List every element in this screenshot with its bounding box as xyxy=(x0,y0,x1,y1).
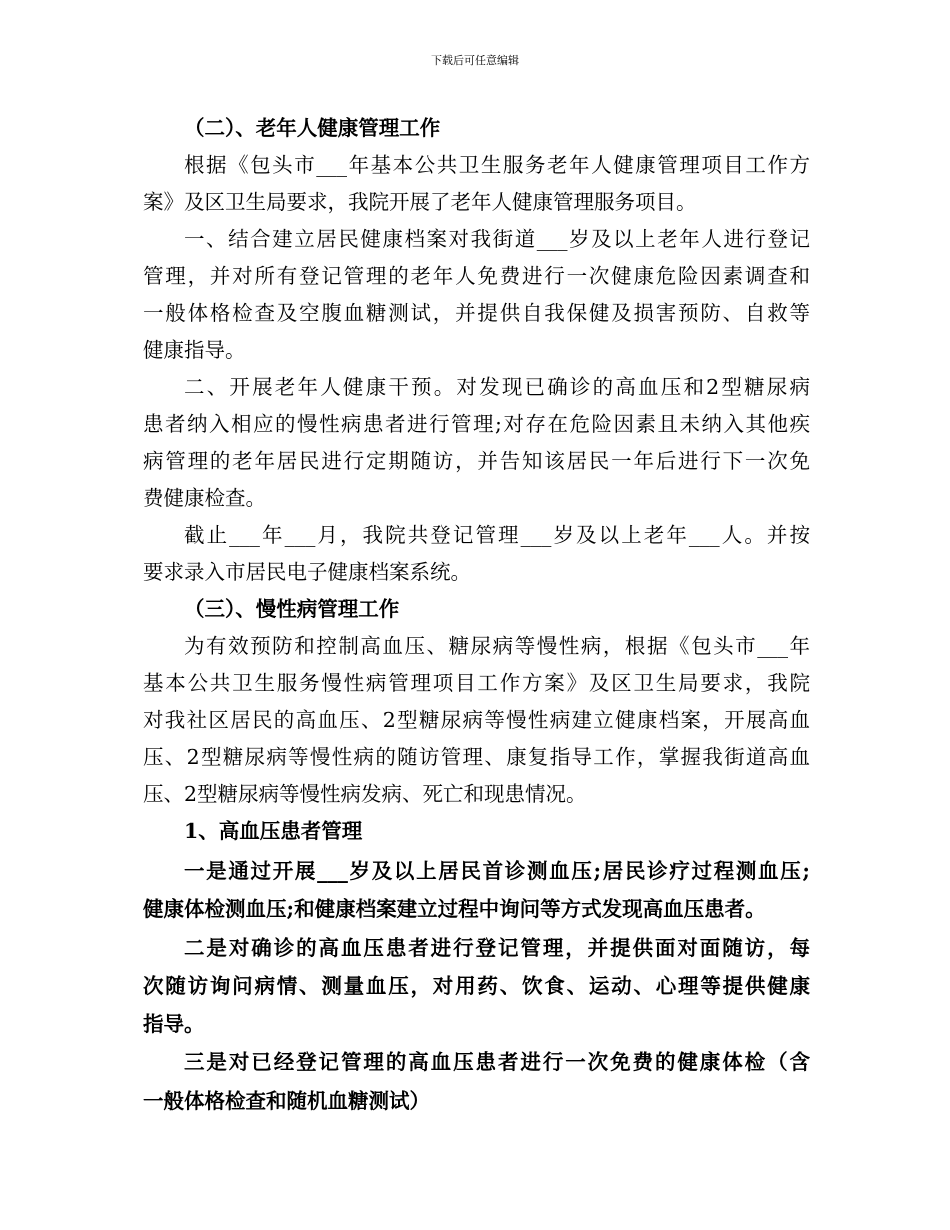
paragraph-line: 为有效预防和控制高血压、糖尿病等慢性病，根据《包头市___年 xyxy=(184,634,810,658)
paragraph-line: 一、结合建立居民健康档案对我街道___岁及以上老年人进行登记 xyxy=(184,227,810,251)
paragraph-line: 根据《包头市___年基本公共卫生服务老年人健康管理项目工作方 xyxy=(184,153,810,177)
paragraph-line: 截止___年___月，我院共登记管理___岁及以上老年___人。并按 xyxy=(184,523,810,547)
paragraph-line: 对我社区居民的高血压、2型糖尿病等慢性病建立健康档案，开展高血 xyxy=(143,708,810,732)
paragraph-line: 压、2型糖尿病等慢性病的随访管理、康复指导工作，掌握我街道高血 xyxy=(143,745,810,769)
paragraph-line: 费健康检查。 xyxy=(143,486,266,510)
paragraph-line: 二是对确诊的高血压患者进行登记管理，并提供面对面随访，每 xyxy=(184,935,810,960)
section-heading-chronic: （三）、慢性病管理工作 xyxy=(184,597,400,621)
paragraph-line: 指导。 xyxy=(143,1012,205,1037)
paragraph-line: 基本公共卫生服务慢性病管理项目工作方案》及区卫生局要求，我院 xyxy=(143,671,810,695)
document-body xyxy=(143,110,810,1120)
paragraph-line: 一般体格检查和随机血糖测试） xyxy=(143,1088,430,1113)
paragraph-line: 次随访询问病情、测量血压，对用药、饮食、运动、心理等提供健康 xyxy=(143,973,810,998)
paragraph-line: 二、开展老年人健康干预。对发现已确诊的高血压和2型糖尿病 xyxy=(184,375,810,399)
paragraph-line: 案》及区卫生局要求，我院开展了老年人健康管理服务项目。 xyxy=(143,190,697,214)
page-header: 下载后可任意编辑 xyxy=(431,54,519,67)
paragraph-line: 健康指导。 xyxy=(143,338,246,362)
paragraph-line: 管理，并对所有登记管理的老年人免费进行一次健康危险因素调查和 xyxy=(143,264,810,288)
hypertension-points xyxy=(143,852,810,1120)
paragraph-line: 三是对已经登记管理的高血压患者进行一次免费的健康体检（含 xyxy=(184,1050,810,1075)
paragraph-line: 要求录入市居民电子健康档案系统。 xyxy=(143,560,471,584)
paragraph-line: 健康体检测血压;和健康档案建立过程中询问等方式发现高血压患者。 xyxy=(143,897,766,922)
paragraph-line: 患者纳入相应的慢性病患者进行管理;对存在危险因素且未纳入其他疾 xyxy=(143,412,810,436)
section-heading-elderly: （二）、老年人健康管理工作 xyxy=(184,116,441,140)
paragraph-line: 一是通过开展___岁及以上居民首诊测血压;居民诊疗过程测血压; xyxy=(184,859,810,883)
paragraph-line: 压、2型糖尿病等慢性病发病、死亡和现患情况。 xyxy=(143,782,587,806)
paragraph-line: 一般体格检查及空腹血糖测试，并提供自我保健及损害预防、自救等 xyxy=(143,301,810,325)
paragraph-line: 病管理的老年居民进行定期随访，并告知该居民一年后进行下一次免 xyxy=(143,449,810,473)
subsection-heading-hypertension: 1、高血压患者管理 xyxy=(184,819,363,843)
